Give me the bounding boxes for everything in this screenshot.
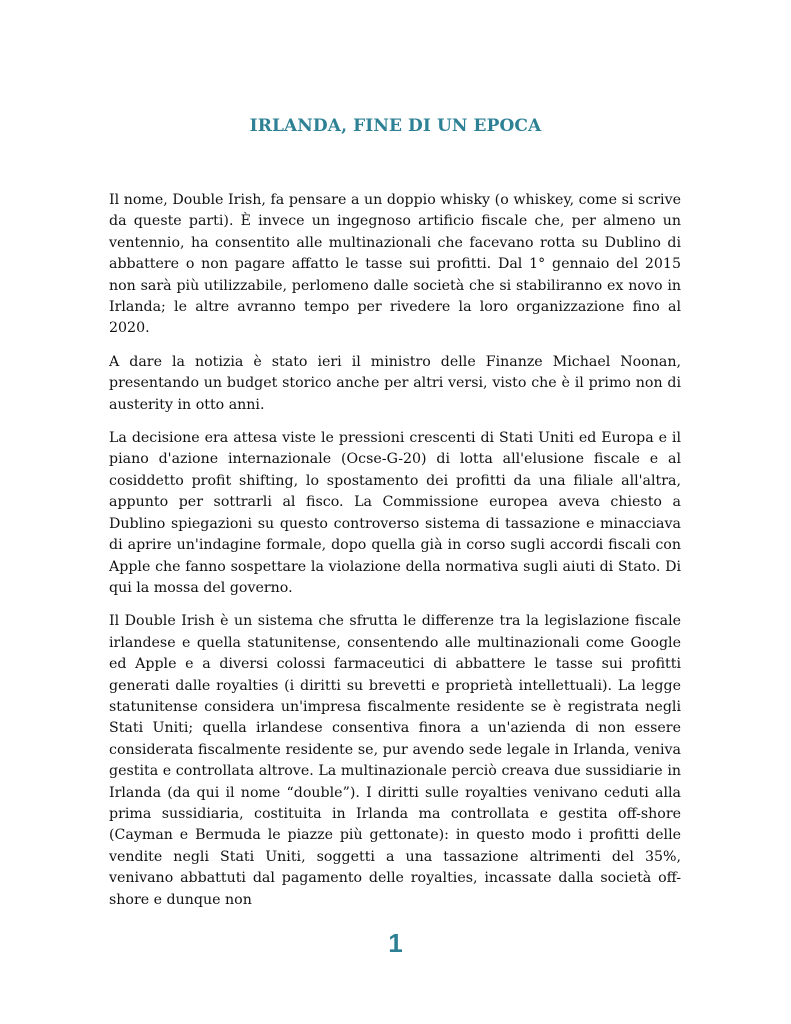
- paragraph: Il nome, Double Irish, fa pensare a un doppio whisky (o whiskey, come si scrive da queste parti). È invece un ingegnoso artificio fiscale che, per almeno un ventennio, ha consentito alle multinazionali che facevano rotta su Dublino di abbattere o non pagare affatto le tasse sui profitti. Dal 1° gennaio del 2015 non sarà più utilizzabile, perlomeno dalle società che si stabiliranno ex novo in Irlanda; le altre avranno tempo per rivedere la loro organizzazione fino al 2020.: [109, 192, 681, 337]
- document-title: IRLANDA, FINE DI UN EPOCA: [249, 116, 542, 136]
- paragraph: Il Double Irish è un sistema che sfrutta le differenze tra la legislazione fiscale irlandese e quella statunitense, consentendo alle multinazionali come Google ed Apple e a diversi colossi farmaceutici di abbattere le tasse sui profitti generati dalle royalties (i diritti su brevetti e proprietà intellettuali). La legge statunitense considera un'impresa fiscalmente residente se è registrata negli Stati Uniti; quella irlandese consentiva finora a un'azienda di non essere considerata fiscalmente residente se, pur avendo sede legale in Irlanda, veniva gestita e controllata altrove. La multinazionale perciò creava due sussidiarie in Irlanda (da qui il nome “double”). I diritti sulle royalties venivano ceduti alla prima sussidiaria, costituita in Irlanda ma controllata e gestita off-shore (Cayman e Bermuda le piazze più gettonate): in questo modo i profitti delle vendite negli Stati Uniti, soggetti a una tassazione altrimenti del 35%, venivano abbattuti dal pagamento delle royalties, incassate dalla società off-shore e dunque non: [109, 613, 681, 908]
- paragraph: A dare la notizia è stato ieri il ministro delle Finanze Michael Noonan, presentando un budget storico anche per altri versi, visto che è il primo non di austerity in otto anni.: [109, 353, 681, 413]
- paragraph: La decisione era attesa viste le pressioni crescenti di Stati Uniti ed Europa e il piano d'azione internazionale (Ocse-G-20) di lotta all'elusione fiscale e al cosiddetto profit shifting, lo spostamento dei profitti da una filiale all'altra, appunto per sottrarli al fisco. La Commissione europea aveva chiesto a Dublino spiegazioni su questo controverso sistema di tassazione e minacciava di aprire un'indagine formale, dopo quella già in corso sugli accordi fiscali con Apple che fanno sospettare la violazione della normativa sugli aiuti di Stato. Di qui la mossa del governo.: [109, 430, 681, 596]
- page-number: 1: [388, 928, 403, 958]
- document-body: [109, 190, 681, 923]
